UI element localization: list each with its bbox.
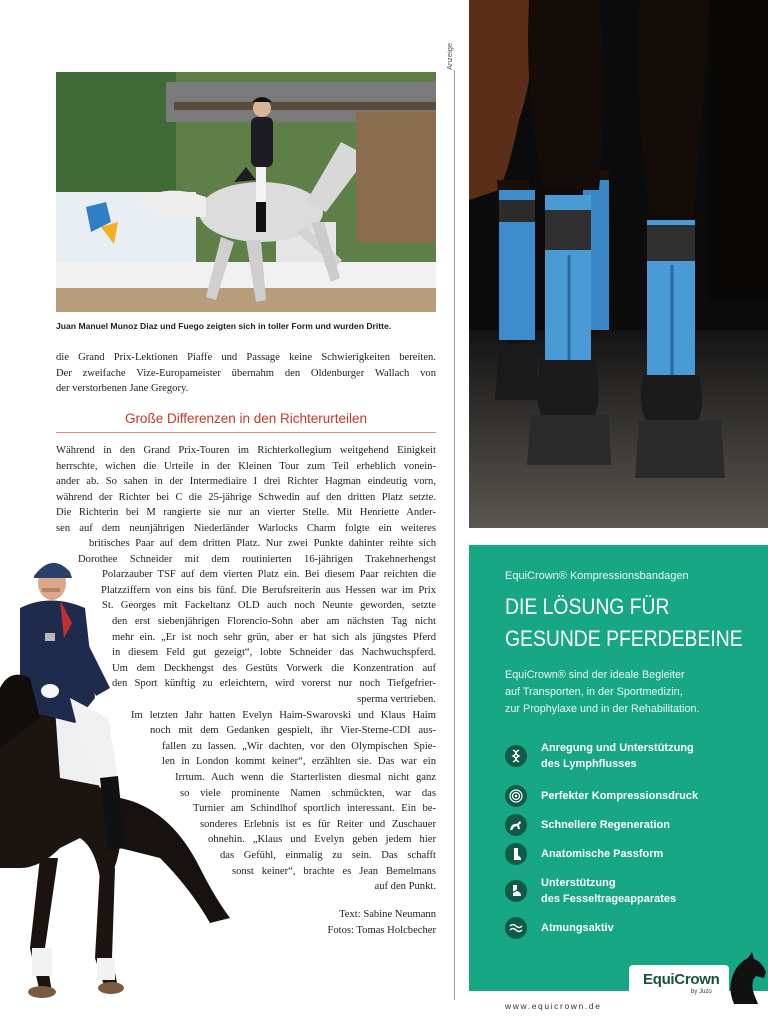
- ad-description-line: auf Transporten, in der Sportmedizin,: [505, 686, 683, 698]
- feature-label: Schnellere Regeneration: [541, 819, 670, 831]
- ad-description-line: EquiCrown® sind der ideale Begleiter: [505, 669, 685, 681]
- text-line: Die Richterin bei M rangierte sie nur an vierter Stelle. Mit Henriette Ander-: [56, 507, 436, 519]
- feature-item: [505, 744, 694, 768]
- text-line: len in London kommt keiner“, erzählten sie. Das war ein: [162, 756, 436, 768]
- text-line: St. Georges mit Fackeltanz OLD auch noch Neunte geworden, setzte: [102, 600, 436, 612]
- text-line: herrschte, wichen die Urteile in der Kleinen Tour zum Teil erheblich vonein-: [56, 460, 436, 472]
- breathable-icon: [505, 917, 527, 939]
- text-line: Der zweifache Vize-Europameister übernahm den Oldenburger Wallach von: [56, 367, 436, 379]
- equicrown-logo: [629, 965, 729, 1001]
- ad-subtitle: EquiCrown® Kompressionsbandagen: [505, 570, 689, 582]
- ad-label: Anzeige: [445, 42, 454, 70]
- text-line: sen auf dem neunjährigen Niederländer Warlocks Charm folgte ein weiteres: [56, 522, 436, 534]
- ad-title-line: GESUNDE PFERDEBEINE: [505, 626, 743, 651]
- ad-description-line: zur Prophylaxe und in der Rehabilitation.: [505, 703, 700, 715]
- ad-photo-horse-legs: [469, 0, 768, 528]
- feature-label-line: des Fesseltrageapparates: [541, 893, 677, 905]
- feature-item: [505, 813, 670, 837]
- feature-label: [541, 875, 676, 907]
- article-paragraph: [56, 443, 436, 537]
- text-line: so viele prominente Namen schmückten, war das: [180, 787, 436, 799]
- leg-icon: [505, 843, 527, 865]
- text-line: der verstorbenen Jane Gregory.: [56, 383, 189, 395]
- feature-label-line: Unterstützung: [541, 877, 616, 889]
- logo-wordmark: EquiCrown: [643, 971, 720, 988]
- text-line: die Grand Prix-Lektionen Piaffe und Passage keine Schwierigkeiten bereiten.: [56, 352, 436, 363]
- ad-title: [505, 591, 743, 655]
- text-line: Im letzten Jahr hatten Evelyn Haim-Swarovski und Klaus Haim: [131, 709, 436, 721]
- text-line: auf den Punkt.: [374, 881, 436, 893]
- feature-label: [541, 740, 694, 772]
- text-line: noch mit dem Gedanken gespielt, ihr Vier-Sterne-CDI aus-: [150, 725, 436, 737]
- text-line: den Sport künftig zu erleichtern, wird vorerst nur noch Tiefgefrier-: [112, 678, 436, 690]
- text-line: den erst siebenjährigen Florencio-Sohn aber am nächsten Tag nicht: [112, 616, 436, 627]
- ad-title-line: DIE LÖSUNG FÜR: [505, 594, 670, 619]
- feature-item: [505, 842, 663, 866]
- text-line: Irrtum. Auch wenn die Starterlisten diesmal nicht ganz: [175, 772, 436, 783]
- feature-label-line: Anregung und Unterstützung: [541, 742, 694, 754]
- section-heading: Große Differenzen in den Richterurteilen: [124, 411, 368, 426]
- article-credits: [250, 907, 436, 939]
- ad-panel: [469, 545, 768, 991]
- text-line: Während in den Grand Prix-Touren im Richterkollegium weitgehend Einigkeit: [56, 445, 436, 456]
- feature-label-line: des Lymphflusses: [541, 758, 637, 770]
- text-line: in diesem Feld gut gezeigt“, lobte Schneider das Nachwuchspferd.: [112, 647, 436, 659]
- text-line: sonderes Erlebnis ist es für Reiter und Zuschauer: [200, 818, 436, 830]
- intro-paragraph: [56, 350, 436, 397]
- text-credit: Text: Sabine Neumann: [339, 909, 436, 920]
- feature-item: [505, 784, 698, 808]
- text-line: Dorothee Schneider mit dem routinierten 16-jährigen Trakehnerhengst: [78, 553, 436, 565]
- text-line: sonst keiner“, brachte es Jean Bemelmans: [232, 865, 436, 877]
- compression-icon: [505, 785, 527, 807]
- feature-label: Anatomische Passform: [541, 848, 664, 860]
- text-line: das Gefühl, einmalig zu sein. Das schafft: [220, 850, 436, 861]
- horse-head-logo-icon: [724, 950, 768, 1004]
- text-line: britisches Paar auf dem dritten Platz. Nur zwei Punkte dahinter reihte sich: [89, 538, 436, 549]
- lymph-icon: [505, 745, 527, 767]
- photo-credit: Fotos: Tomas Holcbecher: [327, 925, 436, 936]
- text-line: Um dem Deckhengst des Gestüts Vorwerk die Konzentration auf: [112, 662, 436, 674]
- feature-label: Atmungsaktiv: [541, 922, 614, 934]
- text-line: Platzziffern von eins bis fünf. Die Berufsreiterin aus Hessen war im Prix: [101, 584, 436, 596]
- horse-running-icon: [505, 814, 527, 836]
- fetlock-icon: [505, 880, 527, 902]
- text-line: mehr ein. „Er ist noch sehr grün, aber er hat sich als jüngstes Pferd: [112, 631, 436, 643]
- photo-caption: Juan Manuel Munoz Diaz und Fuego zeigten sich in toller Form und wurden Dritte.: [56, 321, 392, 331]
- text-line: fallen zu lassen. „Wir dachten, vor den Olympischen Spie-: [162, 740, 436, 752]
- feature-item: [505, 879, 676, 903]
- text-line: Turnier am Schindlhof sportlich interessant. Ein be-: [193, 803, 436, 815]
- text-line: sperma vertrieben.: [357, 694, 436, 705]
- logo-byline: by Juzo: [691, 989, 712, 995]
- heading-divider: [56, 432, 436, 433]
- text-line: ohnehin. „Klaus und Evelyn geben jedem hier: [208, 834, 436, 846]
- text-line: ander ab. So sahen in der Intermediaire I drei Richter Hagman eindeutig vorn,: [56, 476, 436, 488]
- feature-label: Perfekter Kompressionsdruck: [541, 790, 699, 802]
- ad-divider: [454, 70, 455, 1000]
- feature-item: [505, 916, 614, 940]
- text-line: Polarzauber TSF auf dem vierten Platz ein. Bei diesem Paar reichten die: [102, 569, 436, 581]
- text-line: während der Richter bei C die 25-jährige Schwedin auf den dritten Platz setzte.: [56, 491, 436, 503]
- ad-url: www.equicrown.de: [505, 1001, 602, 1011]
- dressage-photo-grey-horse: [56, 72, 436, 312]
- dressage-photo-dark-horse: [0, 548, 240, 1018]
- ad-description: [505, 667, 699, 718]
